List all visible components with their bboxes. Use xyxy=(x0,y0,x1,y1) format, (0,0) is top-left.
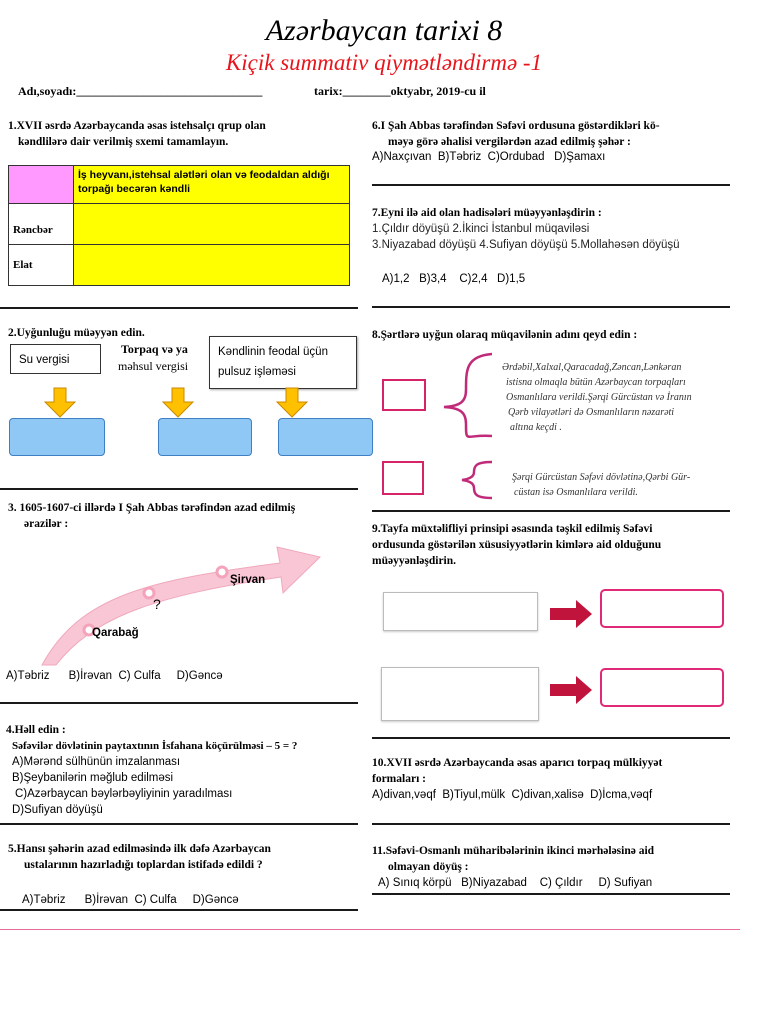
q9-feature-box-1[interactable] xyxy=(383,592,538,631)
q1-text xyxy=(8,118,266,150)
divider xyxy=(372,737,730,739)
q8-cond1-line4: Qərb vilayətləri də Osmanlıların nəzarəti xyxy=(508,407,675,418)
date-label: tarix: xyxy=(314,84,343,98)
q10-line2: formaları : xyxy=(372,773,426,785)
q7-options[interactable]: A)1,2 B)3,4 C)2,4 D)1,5 xyxy=(382,273,526,285)
date-text: oktyabr, 2019-cu il xyxy=(390,84,486,98)
q3-curved-arrow xyxy=(0,525,360,670)
q3-line1: 3. 1605-1607-ci illərdə I Şah Abbas tərəfindən azad edilmiş xyxy=(8,502,296,514)
q2-box-water-tax: Su vergisi xyxy=(10,344,101,374)
divider xyxy=(372,510,730,512)
q9-line3: müəyyənləşdirin. xyxy=(372,555,457,567)
q8-cond2-line2: cüstan isə Osmanlılara verildi. xyxy=(514,487,638,498)
q2-label-land-tax xyxy=(118,341,188,375)
q8-condition-1 xyxy=(502,360,742,435)
q10-options[interactable]: A)divan,vəqf B)Tiyul,mülk C)divan,xalisə D)İcma,vəqf xyxy=(372,789,653,801)
q9-answer-box-2[interactable] xyxy=(600,668,724,707)
q8-cond1-line3: Osmanlılara verildi.Şərqi Gürcüstan və İranın xyxy=(506,392,692,403)
q8-braces xyxy=(436,350,500,500)
q4-option-a[interactable]: A)Mərənd sülhünün imzalanması xyxy=(12,756,181,768)
q1-elat-label: Elat xyxy=(9,245,74,286)
q10-text xyxy=(372,755,662,787)
q5-text xyxy=(8,841,271,873)
q7-events-line2: 3.Niyazabad döyüşü 4.Sufiyan döyüşü 5.Mollahəsən döyüşü xyxy=(372,239,680,251)
q6-line1: 6.I Şah Abbas tərəfindən Səfəvi ordusuna göstərdikləri kö- xyxy=(372,120,660,132)
divider xyxy=(0,488,358,490)
divider xyxy=(0,823,358,825)
q3-line2: ərazilər : xyxy=(24,518,69,530)
q7-events xyxy=(372,221,680,253)
divider xyxy=(372,184,730,186)
q2-answer-box-3[interactable] xyxy=(278,418,373,456)
q9-answer-box-1[interactable] xyxy=(600,589,724,628)
q1-elat-answer[interactable] xyxy=(74,245,350,286)
q9-text xyxy=(372,521,661,569)
divider xyxy=(372,306,730,308)
bottom-rule xyxy=(0,929,740,930)
q1-definition-cell: İş heyvanı,istehsal alətləri olan və feodaldan aldığı torpağı becərən kəndli xyxy=(74,166,350,204)
q7-text: 7.Eyni ilə aid olan hadisələri müəyyənləşdirin : xyxy=(372,207,602,219)
q2-box3-line1: Kəndlinin feodal üçün xyxy=(218,346,328,358)
q4-option-b[interactable]: B)Şeybanilərin məğlub edilməsi xyxy=(12,772,174,784)
page-subtitle: Kiçik summativ qiymətləndirmə -1 xyxy=(225,50,543,75)
divider xyxy=(0,702,358,704)
q11-line1: 11.Səfəvi-Osmanlı müharibələrinin ikinci mərhələsinə aid xyxy=(372,845,655,857)
q6-line2: məyə görə əhalisi vergilərdən azad edilmiş şəhər : xyxy=(388,136,631,148)
q5-line2: ustalarının hazırladığı toplardan istifadə edildi ? xyxy=(24,859,263,871)
q2-box-corvee xyxy=(209,336,357,389)
q6-options[interactable]: A)Naxçıvan B)Təbriz C)Ordubad D)Şamaxı xyxy=(372,151,606,163)
name-label: Adı,soyadı: xyxy=(18,84,77,98)
q1-line2: kəndlilərə dair verilmiş sxemi tamamlayın. xyxy=(18,136,229,148)
q1-rencber-label: Rəncbər xyxy=(9,204,74,245)
q6-text xyxy=(372,118,660,150)
name-row xyxy=(18,84,262,99)
divider xyxy=(0,307,358,309)
q2-label-line2: məhsul vergisi xyxy=(118,359,189,373)
q8-cond1-line2: istisna olmaqla bütün Azərbaycan torpaqları xyxy=(506,377,686,388)
q3-point-shirvan: Şirvan xyxy=(230,574,266,586)
q5-line1: 5.Hansı şəhərin azad edilməsində ilk dəfə Azərbaycan xyxy=(8,843,271,855)
q8-cond1-line1: Ərdəbil,Xalxal,Qaracadağ,Zəncan,Lənkəran xyxy=(502,362,682,373)
date-blank[interactable]: ________ xyxy=(342,84,391,98)
q9-line2: ordusunda göstərilən xüsusiyyətlərin kimlərə aid olduğunu xyxy=(372,539,662,551)
q2-label-line1: Torpaq və ya xyxy=(121,342,188,356)
q3-point-unknown[interactable]: ? xyxy=(153,596,161,612)
right-arrow-icon xyxy=(548,674,594,706)
q9-line1: 9.Tayfa müxtəlifliyi prinsipi əsasında təşkil edilmiş Səfəvi xyxy=(372,523,653,535)
down-arrow-icon xyxy=(277,388,307,417)
q8-answer-box-1[interactable] xyxy=(382,379,426,411)
q4-options xyxy=(12,754,232,818)
divider xyxy=(0,909,358,911)
q5-options[interactable]: A)Təbriz B)İrəvan C) Culfa D)Gəncə xyxy=(22,894,239,906)
point-marker-icon xyxy=(217,567,227,577)
date-row xyxy=(314,84,486,99)
down-arrow-icon xyxy=(163,388,193,417)
page-title: Azərbaycan tarixi 8 xyxy=(265,14,503,47)
q2-answer-box-1[interactable] xyxy=(9,418,105,456)
q8-cond2-line1: Şərqi Gürcüstan Səfəvi dövlətinə,Qərbi Gür- xyxy=(512,472,691,483)
q9-feature-box-2[interactable] xyxy=(381,667,539,721)
q4-option-d[interactable]: D)Sufiyan döyüşü xyxy=(12,804,103,816)
down-arrow-icon xyxy=(45,388,75,417)
q8-condition-2 xyxy=(512,470,742,500)
q2-box3-line2: pulsuz işləməsi xyxy=(218,366,296,378)
q2-answer-box-2[interactable] xyxy=(158,418,252,456)
q1-scheme-table xyxy=(8,165,350,286)
q3-point-qarabag: Qarabağ xyxy=(92,627,139,639)
left-brace-icon xyxy=(444,354,492,437)
q8-cond1-line5: altına keçdi . xyxy=(510,422,562,433)
q11-line2: olmayan döyüş : xyxy=(388,861,469,873)
q4-title: 4.Həll edin : xyxy=(6,724,66,736)
right-arrow-icon xyxy=(548,598,594,630)
q2-arrows xyxy=(0,385,360,420)
q1-blank-label-cell[interactable] xyxy=(9,166,74,204)
name-blank[interactable]: _______________________________ xyxy=(76,84,263,98)
q4-option-c[interactable]: C)Azərbaycan bəylərbəyliyinin yaradılması xyxy=(15,788,233,800)
q10-line1: 10.XVII əsrdə Azərbaycanda əsas aparıcı torpaq mülkiyyət xyxy=(372,757,663,769)
q1-line1: 1.XVII əsrdə Azərbaycanda əsas istehsalçı qrup olan xyxy=(8,120,266,132)
q8-answer-box-2[interactable] xyxy=(382,461,424,495)
divider xyxy=(372,823,730,825)
q11-options[interactable]: A) Sınıq körpü B)Niyazabad C) Çıldır D) Sufiyan xyxy=(378,877,653,889)
curved-arrow-icon xyxy=(42,547,320,665)
q8-text: 8.Şərtlərə uyğun olaraq müqavilənin adını qeyd edin : xyxy=(372,329,638,341)
q1-rencber-answer[interactable] xyxy=(74,204,350,245)
left-brace-icon xyxy=(462,462,492,498)
q3-options[interactable]: A)Təbriz B)İrəvan C) Culfa D)Gəncə xyxy=(6,670,223,682)
q7-events-line1: 1.Çıldır döyüşü 2.İkinci İstanbul müqaviləsi xyxy=(372,223,590,235)
q4-text: Səfəvilər dövlətinin paytaxtının İsfahana köçürülməsi – 5 = ? xyxy=(12,740,298,752)
q2-text: 2.Uyğunluğu müəyyən edin. xyxy=(8,327,145,339)
q11-text xyxy=(372,843,654,875)
divider xyxy=(372,893,730,895)
